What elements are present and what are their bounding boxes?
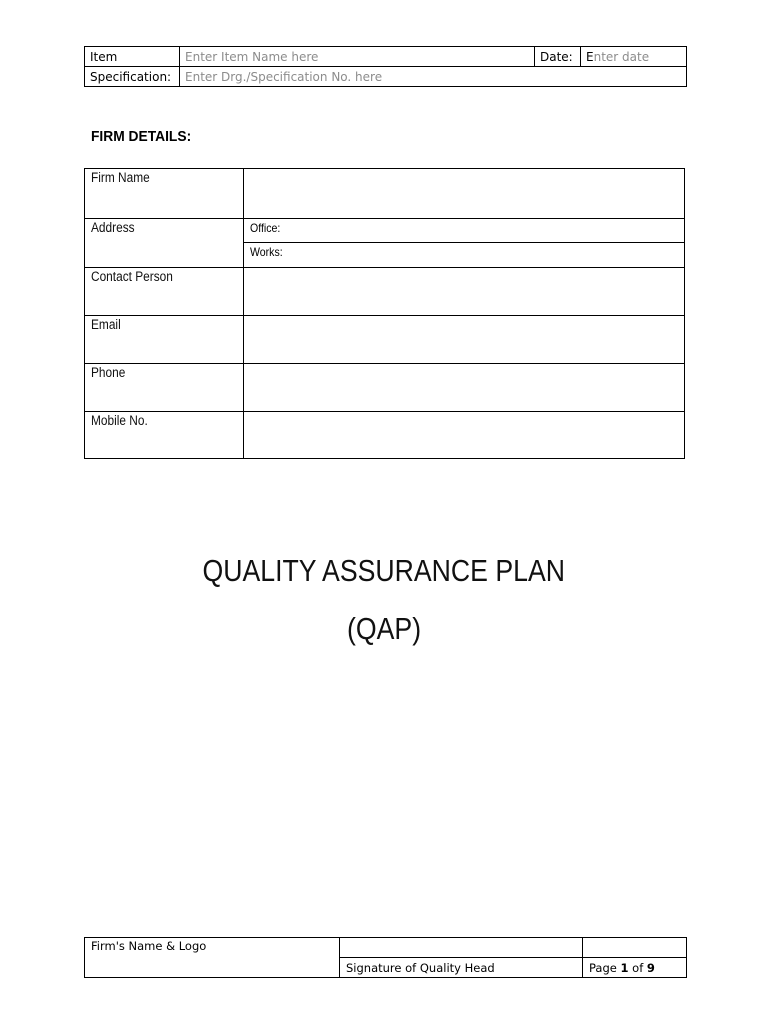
contact-person-label: Contact Person [85, 268, 244, 316]
specification-row [85, 67, 687, 87]
date-label: Date: [535, 47, 581, 67]
document-subtitle: (QAP) [346, 611, 422, 646]
phone-row [85, 364, 685, 412]
specification-field[interactable]: Enter Drg./Specification No. here [180, 67, 687, 87]
works-label: Works: [250, 245, 283, 259]
date-field[interactable] [581, 47, 687, 67]
firm-name-row [85, 169, 685, 219]
page-number: Page 1 of 9 [583, 958, 687, 978]
email-label: Email [85, 316, 244, 364]
specification-label: Specification: [85, 67, 180, 87]
office-address-field[interactable] [244, 219, 685, 243]
phone-field[interactable] [244, 364, 685, 412]
phone-label: Phone [85, 364, 244, 412]
email-row [85, 316, 685, 364]
item-name-field[interactable]: Enter Item Name here [180, 47, 535, 67]
document-title: QUALITY ASSURANCE PLAN [202, 553, 566, 588]
mobile-row [85, 412, 685, 459]
contact-person-row [85, 268, 685, 316]
mobile-label: Mobile No. [85, 412, 244, 459]
firm-details-table [84, 168, 685, 459]
firm-name-label: Firm Name [85, 169, 244, 219]
address-label: Address [85, 219, 244, 268]
page-total: 9 [646, 960, 655, 975]
email-field[interactable] [244, 316, 685, 364]
firm-name-logo: Firm's Name & Logo [85, 938, 340, 978]
footer-row-top [85, 938, 687, 958]
works-address-field[interactable] [244, 243, 685, 268]
page-current: 1 [620, 960, 629, 975]
mobile-field[interactable] [244, 412, 685, 459]
date-placeholder-rest: nter date [593, 49, 650, 64]
signature-area[interactable] [340, 938, 583, 958]
footer-table [84, 937, 687, 978]
item-row [85, 47, 687, 67]
item-label: Item [85, 47, 180, 67]
office-label: Office: [250, 221, 281, 235]
address-office-row [85, 219, 685, 243]
date-placeholder-first: E [586, 49, 594, 64]
header-info-table [84, 46, 687, 87]
contact-person-field[interactable] [244, 268, 685, 316]
footer-blank-cell [583, 938, 687, 958]
signature-label: Signature of Quality Head [340, 958, 583, 978]
firm-details-heading: FIRM DETAILS: [91, 128, 192, 145]
firm-name-field[interactable] [244, 169, 685, 219]
